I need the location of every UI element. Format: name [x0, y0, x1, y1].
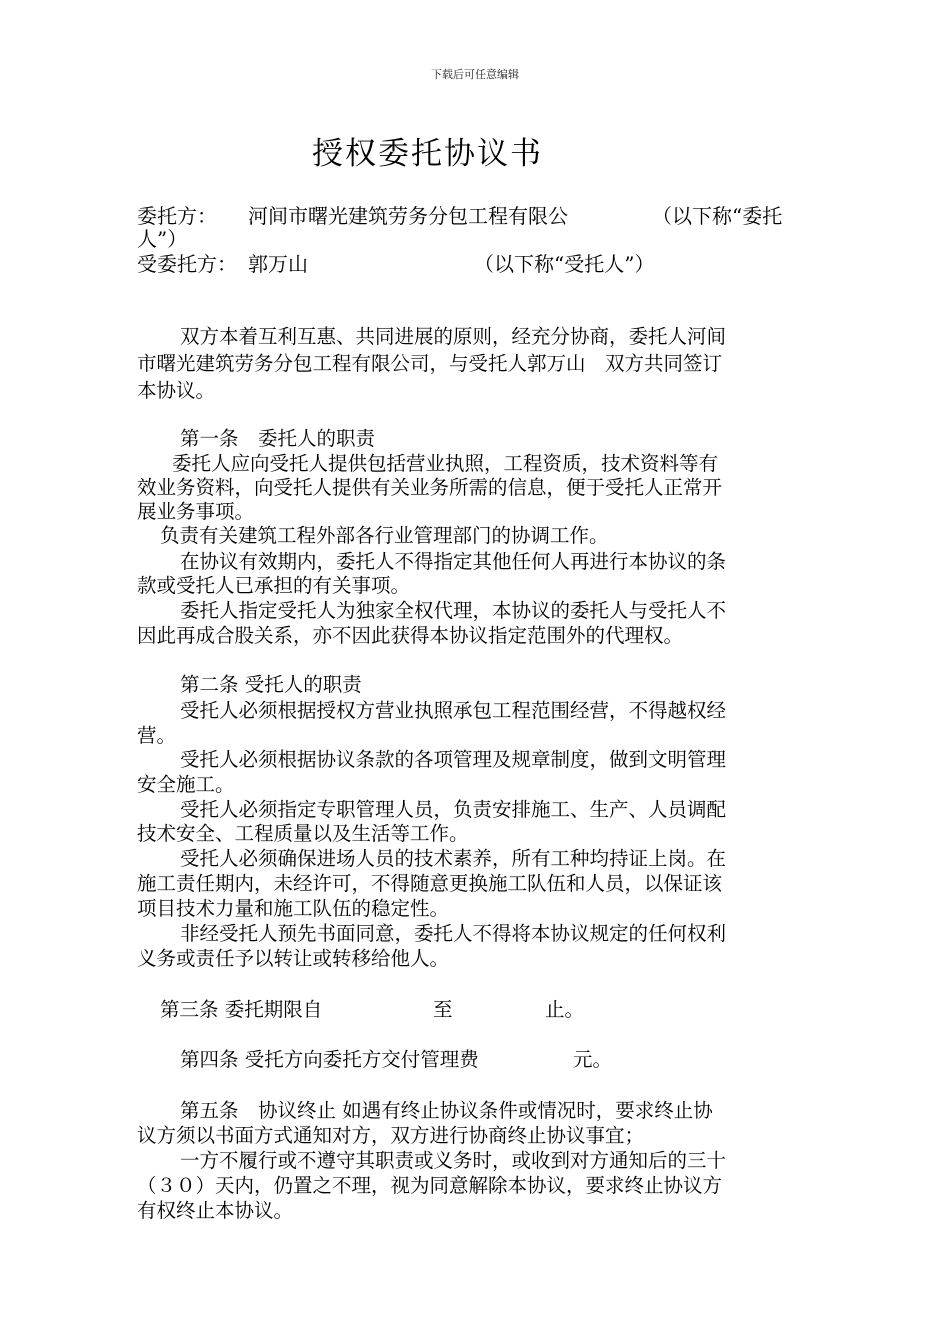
article-2-line: 受托人必须根据协议条款的各项管理及规章制度，做到文明管理 — [180, 748, 727, 771]
client-label: 委托方： — [137, 204, 217, 228]
article-2-line: 技术安全、工程质量以及生活等工作。 — [137, 822, 469, 845]
article-5-line: 议方须以书面方式通知对方，双方进行协商终止协议事宜； — [137, 1124, 645, 1147]
article-3-end: 止。 — [545, 998, 585, 1021]
client-suffix-cont: 人”） — [137, 227, 188, 251]
client-suffix: （以下称“委托 — [652, 204, 783, 228]
intro-line: 双方本着互利互惠、共同进展的原则，经充分协商，委托人河间 — [180, 325, 727, 348]
agent-suffix: （以下称“受托人”） — [474, 252, 655, 276]
article-2-line: 施工责任期内，未经许可，不得随意更换施工队伍和人员，以保证该 — [137, 872, 723, 895]
article-5-line: 第五条 协议终止 如遇有终止协议条件或情况时，要求终止协 — [180, 1099, 713, 1122]
article-3-start: 第三条 委托期限自 — [160, 998, 323, 1021]
article-5-line: 一方不履行或不遵守其职责或义务时，或收到对方通知后的三十 — [180, 1149, 727, 1172]
article-1-line: 委托人指定受托人为独家全权代理，本协议的委托人与受托人不 — [180, 599, 727, 622]
article-1-heading: 第一条 委托人的职责 — [180, 427, 376, 450]
article-2-line: 非经受托人预先书面同意，委托人不得将本协议规定的任何权利 — [180, 922, 727, 945]
article-2-line: 受托人必须确保进场人员的技术素养，所有工种均持证上岗。在 — [180, 847, 727, 870]
article-1-line: 委托人应向受托人提供包括营业执照，工程资质，技术资料等有 — [172, 452, 719, 475]
agent-label: 受委托方： — [137, 252, 237, 276]
article-3-to: 至 — [433, 998, 453, 1021]
article-2-line: 受托人必须根据授权方营业执照承包工程范围经营，不得越权经 — [180, 699, 727, 722]
article-2-line: 义务或责任予以转让或转移给他人。 — [137, 947, 450, 970]
article-2-line: 营。 — [137, 724, 177, 747]
intro-line: 本协议。 — [137, 379, 216, 402]
article-1-line: 因此再成合股关系，亦不因此获得本协议指定范围外的代理权。 — [137, 624, 684, 647]
article-1-line: 款或受托人已承担的有关事项。 — [137, 574, 411, 597]
article-1-line: 在协议有效期内，委托人不得指定其他任何人再进行本协议的条 — [180, 550, 727, 573]
article-1-line: 展业务事项。 — [137, 500, 255, 523]
article-2-line: 安全施工。 — [137, 773, 235, 796]
article-2-line: 项目技术力量和施工队伍的稳定性。 — [137, 897, 450, 920]
agent-name: 郭万山 — [248, 252, 308, 276]
header-note: 下载后可任意编辑 — [431, 68, 519, 81]
article-2-heading: 第二条 受托人的职责 — [180, 673, 362, 696]
article-4-unit: 元。 — [573, 1048, 613, 1071]
client-name: 河间市曙光建筑劳务分包工程有限公 — [248, 204, 568, 228]
intro-line: 市曙光建筑劳务分包工程有限公司，与受托人郭万山 双方共同签订 — [137, 352, 723, 375]
article-5-line: （３０）天内，仍置之不理，视为同意解除本协议，要求终止协议方 — [137, 1174, 723, 1197]
page-title: 授权委托协议书 — [312, 136, 543, 172]
article-1-line: 效业务资料，向受托人提供有关业务所需的信息，便于受托人正常开 — [137, 476, 723, 499]
article-5-line: 有权终止本协议。 — [137, 1199, 294, 1222]
article-4-text: 第四条 受托方向委托方交付管理费 — [180, 1048, 479, 1071]
article-2-line: 受托人必须指定专职管理人员，负责安排施工、生产、人员调配 — [180, 798, 727, 821]
article-1-line: 负责有关建筑工程外部各行业管理部门的协调工作。 — [160, 524, 609, 547]
